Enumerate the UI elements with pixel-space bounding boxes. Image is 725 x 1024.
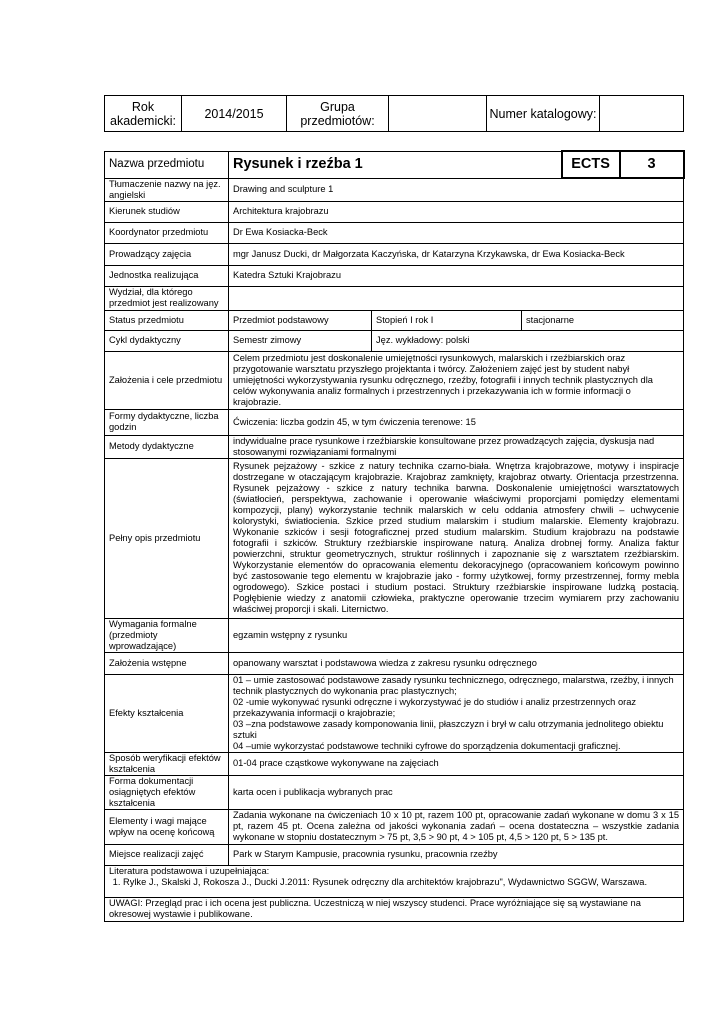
row-label: Elementy i wagi mające wpływ na ocenę końcową <box>105 809 229 844</box>
row-value: Katedra Sztuki Krajobrazu <box>229 265 684 286</box>
literature-item: 1. Rylke J., Skalski J, Rokosza J., Ducki J.2011: Rysunek odręczny dla architektów krajobrazu", Wydawnictwo SGGW, Warszawa. <box>123 877 679 888</box>
row-label: Efekty kształcenia <box>105 674 229 752</box>
efekty-line: 04 –umie wykorzystać podstawowe techniki cyfrowe do sporządzenia dokumentacji graficznej. <box>233 740 621 751</box>
row-value: Rysunek pejzażowy - szkice z natury technika czarno-biała. Wnętrza krajobrazowe, motywy i inspiracje dostrzegane w otaczającym krajobrazie. Krajobraz zamknięty, krajobraz otwarty. Orientacja przestrzenna. Rysunek pejzażowy - szkice z natury technika barwna. Doskonalenie umiejętności warsztatowych (światłocień, perspektywa, zachowanie i operowanie właściwymi proporcjami pomiędzy elementami kompozycji, plany) wykorzystanie technik malarskich w celu oddania atmosfery chwili – uchwycenie kolorystyki, światłocienia. Szkice przed studium malarskim i studium malarskie. Elementy krajobrazu. Wykonanie szkiców i sesji fotograficznej przed studium malarskim. Studium krajobrazu na podstawie fotografii i szkiców. Struktury rzeźbiarskie inspirowane naturą. Analiza drobnej formy. Analiza faktur powierzchni, struktur geometrycznych, struktur roślinnych i zapoznanie się z warsztatem rzeźbiarskim. Wykorzystanie elementów do opracowania elementu dekoracyjnego (opracowaniem końcowym powinno być zastosowanie tego elementu w krajobrazie jako - formy użytkowej, formy przestrzennej, formy mebla ogrodowego). Szkice postaci i studium postaci. Struktury rzeźbiarskie inspirowane ludzką postacią. Pogłębienie wiedzy z anatomii człowieka, praktyczne operowanie trzecim wymiarem przy zachowaniu właściwej proporcji i skali. Liternictwo. <box>229 458 684 618</box>
row-value: Zadania wykonane na ćwiczeniach 10 x 10 pt, razem 100 pt, opracowanie zadań wykonane w domu 3 x 15 pt, razem 45 pt. Ocena zależna od jakości wykonania zadań – ocena dostateczna – wszystkie zadania wykonane w stopniu dostatecznym > 75 pt, 3,5 > 90 pt, 4 > 105 pt, 4,5 > 120 pt, 5 > 135 pt. <box>229 809 684 844</box>
row-value: karta ocen i publikacja wybranych prac <box>229 775 684 809</box>
efekty-list <box>229 674 684 752</box>
rok-value: 2014/2015 <box>182 96 287 132</box>
row-label: Formy dydaktyczne, liczba godzin <box>105 409 229 435</box>
row-label: Założenia wstępne <box>105 652 229 674</box>
row-label: Prowadzący zajęcia <box>105 243 229 265</box>
efekty-line: 02 -umie wykonywać rysunki odręczne i wykorzystywać je do studiów i analiz przestrzennych oraz przekazywania informacji o krajobrazie; <box>233 696 637 718</box>
syllabus-table <box>104 150 685 922</box>
status-value-2: Stopień I rok I <box>372 310 522 330</box>
row-label: Miejsce realizacji zajęć <box>105 844 229 865</box>
row-value: egzamin wstępny z rysunku <box>229 618 684 652</box>
uwagi-note: UWAGI: Przegląd prac i ich ocena jest publiczna. Uczestniczą w niej wszyscy studenci. Prace wyróżniające się są wystawiane na okresowej wystawie i publikowane. <box>105 897 684 921</box>
row-value: Ćwiczenia: liczba godzin 45, w tym ćwiczenia terenowe: 15 <box>229 409 684 435</box>
status-value-1: Przedmiot podstawowy <box>229 310 372 330</box>
literature-list <box>109 877 679 888</box>
row-value <box>229 286 684 310</box>
row-label: Pełny opis przedmiotu <box>105 458 229 618</box>
row-value: Drawing and sculpture 1 <box>229 178 684 201</box>
row-label: Metody dydaktyczne <box>105 435 229 458</box>
row-value: 01-04 prace cząstkowe wykonywane na zajęciach <box>229 752 684 775</box>
row-value: Park w Starym Kampusie, pracownia rysunku, pracownia rzeźby <box>229 844 684 865</box>
cykl-value-1: Semestr zimowy <box>229 330 372 351</box>
row-label: Wymagania formalne (przedmioty wprowadzające) <box>105 618 229 652</box>
numer-value <box>600 96 684 132</box>
efekty-line: 01 – umie zastosować podstawowe zasady rysunku technicznego, odręcznego, malarstwa, rzeźby, i innych technik plastycznych do wykonania prac plastycznych; <box>233 674 674 696</box>
row-value: Dr Ewa Kosiacka-Beck <box>229 222 684 243</box>
row-value: mgr Janusz Ducki, dr Małgorzata Kaczyńska, dr Katarzyna Krzykawska, dr Ewa Kosiacka-Beck <box>229 243 684 265</box>
row-label: Cykl dydaktyczny <box>105 330 229 351</box>
row-label: Jednostka realizująca <box>105 265 229 286</box>
efekty-line: 03 –zna podstawowe zasady komponowania linii, płaszczyzn i brył w calu otrzymania jednolitego obiektu sztuki <box>233 718 664 740</box>
numer-label: Numer katalogowy: <box>487 96 600 132</box>
literature-cell <box>105 865 684 897</box>
row-label: Forma dokumentacji osiągniętych efektów kształcenia <box>105 775 229 809</box>
row-label: Założenia i cele przedmiotu <box>105 351 229 409</box>
row-label: Koordynator przedmiotu <box>105 222 229 243</box>
row-label: Sposób weryfikacji efektów kształcenia <box>105 752 229 775</box>
row-value: opanowany warsztat i podstawowa wiedza z zakresu rysunku odręcznego <box>229 652 684 674</box>
grupa-value <box>389 96 487 132</box>
row-label: Status przedmiotu <box>105 310 229 330</box>
row-label: Kierunek studiów <box>105 201 229 222</box>
row-value: indywidualne prace rysunkowe i rzeźbiarskie konsultowane przez prowadzących zajęcia, dyskusja nad stosowanymi rozwiązaniami formalnymi <box>229 435 684 458</box>
row-value: Celem przedmiotu jest doskonalenie umiejętności rysunkowych, malarskich i rzeźbiarskich oraz przygotowanie warsztatu przyszłego projektanta i twórcy. Założeniem zajęć jest by student nabył umiejętności wykorzystywania rysunku odręcznego, rzeźby, fotografii i innych technik plastycznych dla celów wykonywania analiz formalnych i przestrzennych i przekazywania ich w formie informacji o krajobrazie. <box>229 351 684 409</box>
rok-label: Rok akademicki: <box>105 96 182 132</box>
course-name-value: Rysunek i rzeźba 1 <box>229 151 562 178</box>
header-table <box>104 95 684 132</box>
course-name-label: Nazwa przedmiotu <box>105 151 229 178</box>
row-label: Wydział, dla którego przedmiot jest realizowany <box>105 286 229 310</box>
row-value: Architektura krajobrazu <box>229 201 684 222</box>
literature-heading: Literatura podstawowa i uzupełniająca: <box>109 865 270 876</box>
status-value-3: stacjonarne <box>522 310 684 330</box>
grupa-label: Grupa przedmiotów: <box>287 96 389 132</box>
ects-label: ECTS <box>562 151 620 178</box>
row-label: Tłumaczenie nazwy na jęz. angielski <box>105 178 229 201</box>
cykl-value-2: Jęz. wykładowy: polski <box>372 330 684 351</box>
ects-value: 3 <box>620 151 684 178</box>
